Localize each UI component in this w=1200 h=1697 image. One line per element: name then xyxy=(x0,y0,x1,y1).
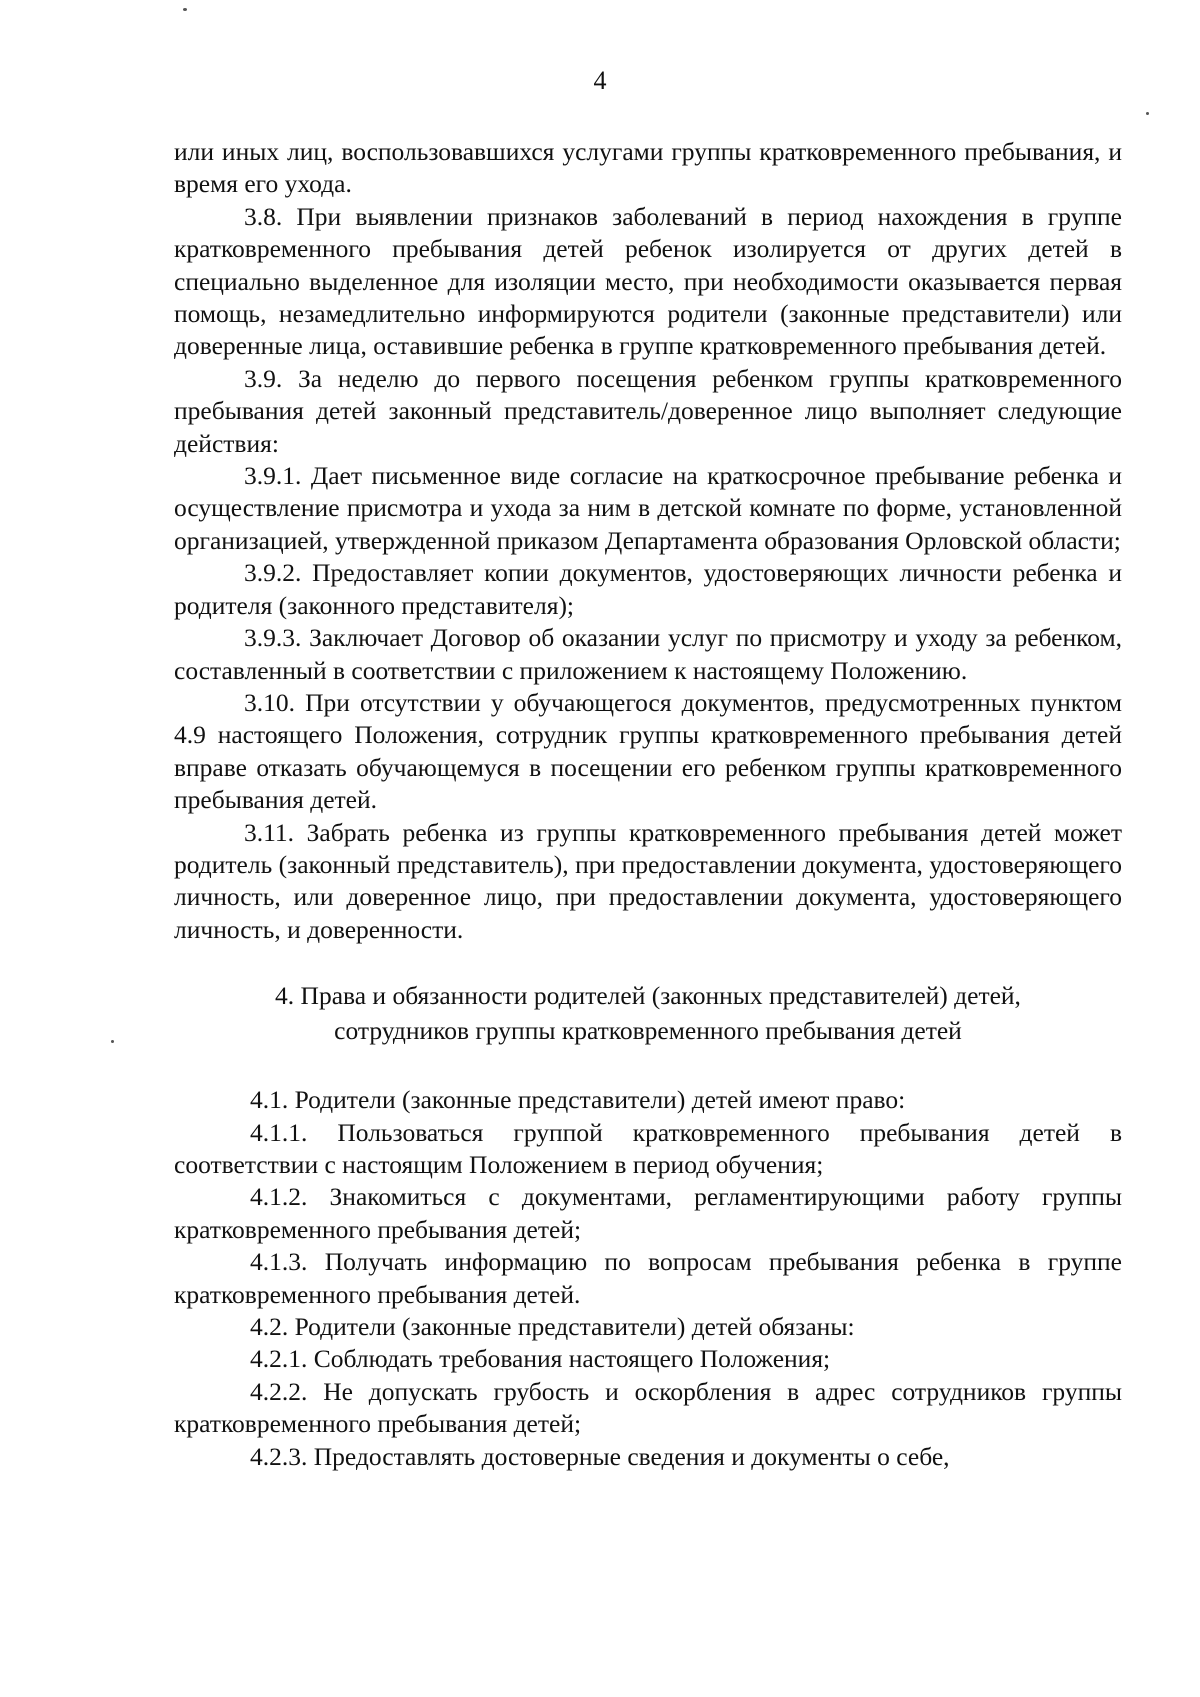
section-4-heading-line-2: сотрудников группы кратковременного пребывания детей xyxy=(334,1016,962,1046)
scan-speck xyxy=(1146,112,1149,115)
paragraph-3-10: 3.10. При отсутствии у обучающегося документов, предусмотренных пунктом 4.9 настоящего Положения, сотрудник группы кратковременного пребывания детей вправе отказать обучающемуся в посещении его ребенком группы кратковременного пребывания детей. xyxy=(174,687,1122,815)
section-4-heading xyxy=(174,978,1122,1048)
document-body xyxy=(174,136,1122,1473)
section-4-heading-line-1: 4. Права и обязанности родителей (законных представителей) детей, xyxy=(275,981,1021,1011)
paragraph-3-11: 3.11. Забрать ребенка из группы кратковременного пребывания детей может родитель (законный представитель), при предоставлении документа, удостоверяющего личность, или доверенное лицо, при предоставлении документа, удостоверяющего личность, и доверенности. xyxy=(174,817,1122,944)
paragraph-3-9-2: 3.9.2. Предоставляет копии документов, удостоверяющих личности ребенка и родителя (законного представителя); xyxy=(174,558,1122,620)
paragraph-3-9: 3.9. За неделю до первого посещения ребенком группы кратковременного пребывания детей законный представитель/доверенное лицо выполняет следующие действия: xyxy=(174,363,1122,458)
scan-speck xyxy=(183,8,187,11)
paragraph-3-8: 3.8. При выявлении признаков заболеваний в период нахождения в группе кратковременного пребывания детей ребенок изолируется от других детей в специально выделенное для изоляции место, при необходимости оказывается первая помощь, незамедлительно информируются родители (законные представители) или доверенные лица, оставившие ребенка в группе кратковременного пребывания детей. xyxy=(174,201,1122,361)
paragraph-4-2-2: 4.2.2. Не допускать грубость и оскорбления в адрес сотрудников группы кратковременного пребывания детей; xyxy=(174,1376,1122,1439)
paragraph-4-1-3: 4.1.3. Получать информацию по вопросам пребывания ребенка в группе кратковременного пребывания детей. xyxy=(174,1247,1122,1309)
paragraph-4-2-3: 4.2.3. Предоставлять достоверные сведения и документы о себе, xyxy=(250,1441,950,1471)
paragraph-4-2: 4.2. Родители (законные представители) детей обязаны: xyxy=(250,1312,855,1341)
paragraph-continuation: или иных лиц, воспользовавшихся услугами группы кратковременного пребывания, и время его ухода. xyxy=(174,137,1122,199)
paragraph-4-1: 4.1. Родители (законные представители) детей имеют право: xyxy=(250,1085,906,1115)
page-number: 4 xyxy=(593,66,607,95)
paragraph-3-9-3: 3.9.3. Заключает Договор об оказании услуг по присмотру и уходу за ребенком, составленный в соответствии с приложением к настоящему Положению. xyxy=(174,623,1122,685)
scan-speck xyxy=(111,1040,114,1043)
paragraph-4-1-1: 4.1.1. Пользоваться группой кратковременного пребывания детей в соответствии с настоящим Положением в период обучения; xyxy=(174,1117,1122,1179)
paragraph-4-2-1: 4.2.1. Соблюдать требования настоящего Положения; xyxy=(250,1344,831,1374)
paragraph-3-9-1: 3.9.1. Дает письменное виде согласие на краткосрочное пребывание ребенка и осуществление присмотра и ухода за ним в детской комнате по форме, установленной организацией, утвержденной приказом Департамента образования Орловской области; xyxy=(174,461,1122,555)
paragraph-4-1-2: 4.1.2. Знакомиться с документами, регламентирующими работу группы кратковременного пребывания детей; xyxy=(174,1182,1122,1244)
